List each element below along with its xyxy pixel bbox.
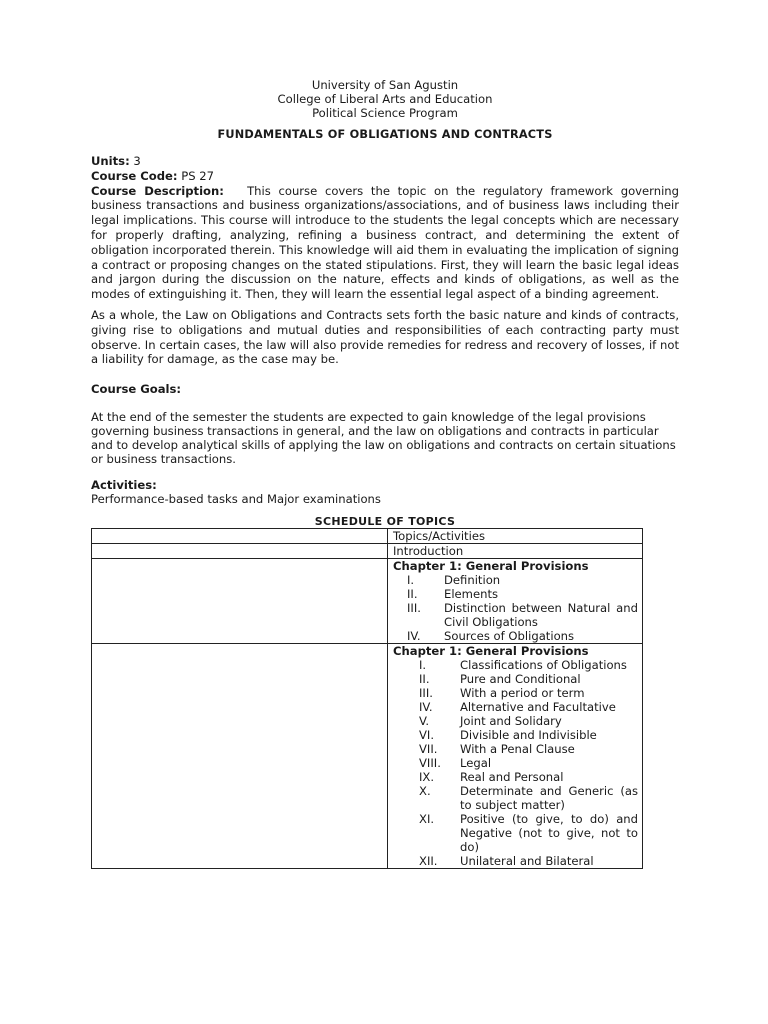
activities-heading: Activities: — [91, 478, 157, 493]
item-number: IX. — [419, 770, 435, 785]
item-text: Definition — [444, 573, 501, 588]
item-number: III. — [419, 686, 433, 701]
schedule-table — [91, 528, 643, 869]
units-value: 3 — [129, 154, 141, 168]
university-name: University of San Agustin — [311, 78, 459, 92]
course-description-para2: As a whole, the Law on Obligations and Contracts sets forth the basic nature and kinds of contracts, giving rise to obligations and mutual duties and responsibilities of each contracting party must observe. In certain cases, the law will also provide remedies for redress and recovery of losses, if not a liability for damage, as the case may be. — [91, 307, 679, 367]
item-text: With a period or term — [460, 686, 585, 701]
course-info — [91, 154, 679, 302]
table-cell — [92, 559, 388, 644]
item-text: Classifications of Obligations — [460, 658, 627, 673]
list-item — [393, 714, 638, 728]
document-header — [91, 78, 679, 120]
item-number: X. — [419, 784, 431, 799]
item-number: IV. — [419, 700, 433, 715]
list-item — [393, 700, 638, 714]
item-number: II. — [419, 672, 430, 687]
item-text: Sources of Obligations — [444, 629, 575, 644]
course-code-line — [91, 169, 679, 184]
list-item — [393, 784, 638, 812]
item-number: VII. — [419, 742, 438, 757]
chapter-cell — [388, 644, 643, 869]
table-row — [92, 544, 643, 559]
course-description-text: This course covers the topic on the regulatory framework governing business transactions and business organizations/associations, and of business laws including their legal implications. This course will introduce to the students the legal concepts which are necessary for properly drafting, analyzing, refining a business contract, and determining the extent of obligation incorporated therein. This knowledge will aid them in evaluating the implication of signing a contract or proposing changes on the stated stipulations. First, they will learn the basic legal ideas and jargon during the discussion on the nature, effects and kinds of obligations, as well as the modes of extinguishing it. Then, they will learn the essential legal aspect of a binding agreement. — [91, 183, 679, 302]
program-name: Political Science Program — [312, 106, 458, 120]
list-item — [393, 587, 638, 601]
item-number: I. — [419, 658, 427, 673]
list-item — [393, 601, 638, 629]
table-cell — [92, 529, 388, 544]
item-number: III. — [407, 601, 421, 616]
list-item — [393, 854, 638, 868]
item-text: Real and Personal — [460, 770, 564, 785]
list-item — [393, 770, 638, 784]
table-row — [92, 529, 643, 544]
table-cell — [92, 644, 388, 869]
list-item — [393, 629, 638, 643]
table-cell — [92, 544, 388, 559]
course-description — [91, 184, 679, 302]
schedule-title: SCHEDULE OF TOPICS — [314, 515, 456, 529]
item-text: Unilateral and Bilateral — [460, 854, 594, 869]
list-item — [393, 742, 638, 756]
item-text: Joint and Solidary — [460, 714, 562, 729]
course-title: FUNDAMENTALS OF OBLIGATIONS AND CONTRACTS — [217, 128, 553, 141]
list-item — [393, 728, 638, 742]
chapter-cell — [388, 559, 643, 644]
activities-text: Performance-based tasks and Major examinations — [91, 492, 381, 507]
list-item — [393, 658, 638, 672]
item-text: Alternative and Facultative — [460, 700, 616, 715]
list-item — [393, 812, 638, 854]
goals-text: At the end of the semester the students are expected to gain knowledge of the legal provisions governing business transactions in general, and the law on obligations and contracts in particular and to develop analytical skills of applying the law on obligations and contracts on certain situations or business transactions. — [91, 410, 676, 467]
item-number: I. — [407, 573, 415, 588]
item-text: Legal — [460, 756, 492, 771]
item-text: Distinction between Natural and Civil Obligations — [444, 601, 638, 630]
item-number: XII. — [419, 854, 438, 869]
table-row — [92, 644, 643, 869]
item-number: II. — [407, 587, 418, 602]
course-code-value: PS 27 — [177, 168, 215, 183]
item-number: VIII. — [419, 756, 441, 771]
units-line — [91, 154, 679, 169]
item-text: Pure and Conditional — [460, 672, 581, 687]
goals-heading: Course Goals: — [91, 382, 182, 397]
list-item — [393, 672, 638, 686]
item-text: With a Penal Clause — [460, 742, 575, 757]
item-text: Positive (to give, to do) and Negative (not to give, not to do) — [460, 812, 638, 855]
chapter-title: Chapter 1: General Provisions — [393, 644, 589, 659]
item-number: XI. — [419, 812, 435, 827]
table-header-cell: Topics/Activities — [388, 529, 643, 544]
document-page — [91, 78, 679, 869]
table-row — [92, 559, 643, 644]
list-item — [393, 573, 638, 587]
units-label: Units: — [91, 154, 130, 168]
introduction-cell: Introduction — [388, 544, 643, 559]
item-text: Elements — [444, 587, 499, 602]
list-item — [393, 686, 638, 700]
course-code-label: Course Code: — [91, 168, 178, 183]
item-number: IV. — [407, 629, 421, 644]
item-number: V. — [419, 714, 430, 729]
course-description-label: Course Description: — [91, 183, 224, 198]
item-text: Divisible and Indivisible — [460, 728, 597, 743]
item-number: VI. — [419, 728, 435, 743]
list-item — [393, 756, 638, 770]
chapter-title: Chapter 1: General Provisions — [393, 559, 589, 574]
college-name: College of Liberal Arts and Education — [277, 92, 493, 106]
item-text: Determinate and Generic (as to subject matter) — [460, 784, 638, 813]
